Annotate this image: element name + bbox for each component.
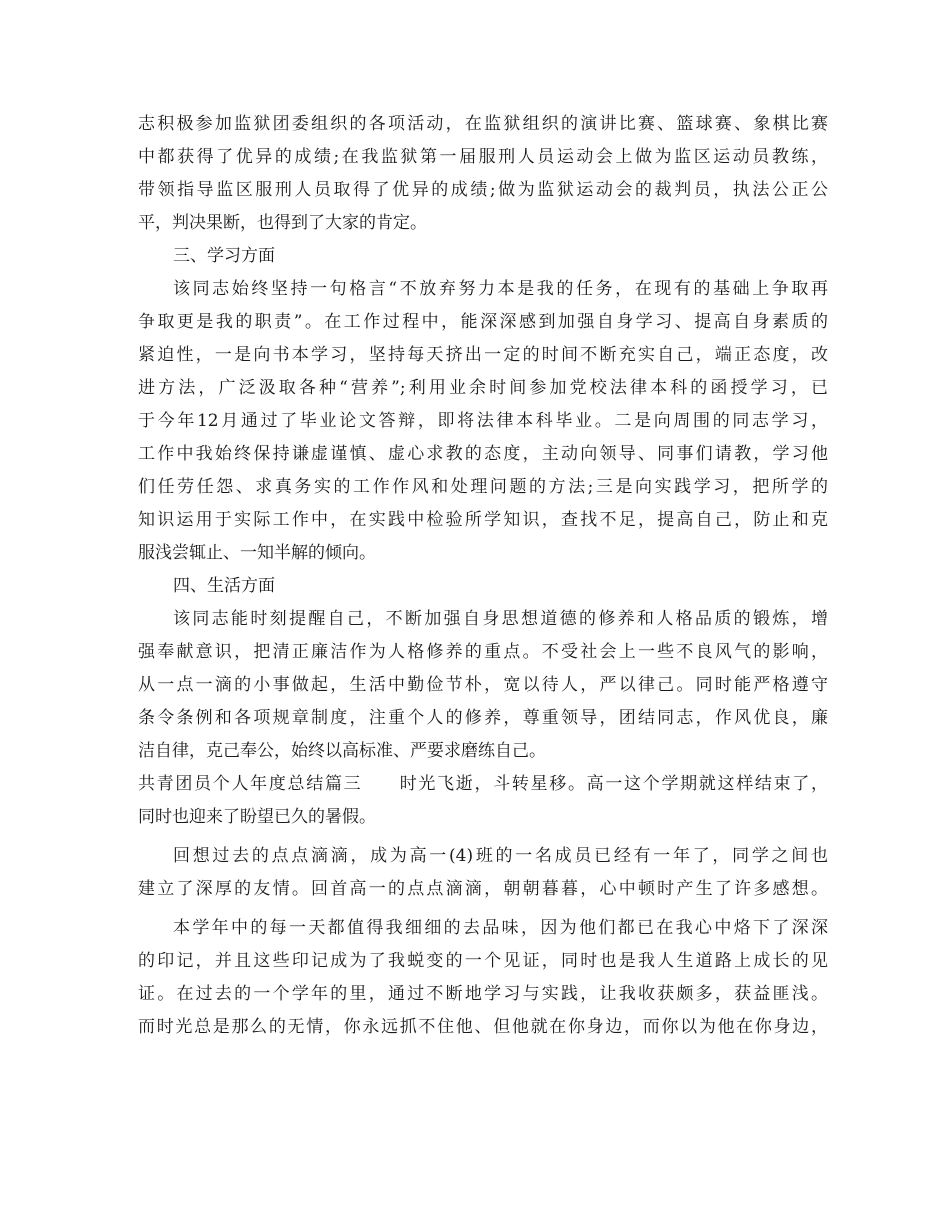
paragraph-line: 们任劳任怨、求真务实的工作作风和处理问题的方法;三是向实践学习，把所学的 bbox=[138, 477, 828, 497]
section-heading-study: 三、学习方面 bbox=[173, 246, 275, 266]
paragraph-line: 知识运用于实际工作中，在实践中检验所学知识，查找不足，提高自己，防止和克 bbox=[138, 510, 828, 530]
paragraph-line: 服浅尝辄止、一知半解的倾向。 bbox=[138, 543, 376, 563]
paragraph-line: 回想过去的点点滴滴，成为高一(4)班的一名成员已经有一年了，同学之间也 bbox=[173, 846, 828, 866]
paragraph-line: 进方法，广泛汲取各种“营养”;利用业余时间参加党校法律本科的函授学习，已 bbox=[138, 378, 828, 398]
paragraph-line: 紧迫性，一是向书本学习，坚持每天挤出一定的时间不断充实自己，端正态度，改 bbox=[138, 345, 828, 365]
paragraph-line: 工作中我始终保持谦虚谨慎、虚心求教的态度，主动向领导、同事们请教，学习他 bbox=[138, 444, 828, 464]
paragraph-line: 平，判决果断，也得到了大家的肯定。 bbox=[138, 213, 427, 233]
section-heading-life: 四、生活方面 bbox=[173, 576, 275, 596]
paragraph-line: 中都获得了优异的成绩;在我监狱第一届服刑人员运动会上做为监区运动员教练， bbox=[138, 147, 828, 167]
article-title-line: 共青团员个人年度总结篇三 时光飞逝，斗转星移。高一这个学期就这样结束了， bbox=[138, 774, 828, 794]
paragraph-line: 同时也迎来了盼望已久的暑假。 bbox=[138, 807, 376, 827]
paragraph-line: 该同志始终坚持一句格言“不放弃努力本是我的任务，在现有的基础上争取再 bbox=[173, 279, 828, 299]
paragraph-line: 条令条例和各项规章制度，注重个人的修养，尊重领导，团结同志，作风优良，廉 bbox=[138, 708, 828, 728]
paragraph-line: 而时光总是那么的无情，你永远抓不住他、但他就在你身边，而你以为他在你身边， bbox=[138, 1017, 828, 1037]
paragraph-line: 志积极参加监狱团委组织的各项活动，在监狱组织的演讲比赛、篮球赛、象棋比赛 bbox=[138, 114, 828, 134]
paragraph-line: 建立了深厚的友情。回首高一的点点滴滴，朝朝暮暮，心中顿时产生了许多感想。 bbox=[138, 879, 828, 899]
paragraph-line: 争取更是我的职责”。在工作过程中，能深深感到加强自身学习、提高自身素质的 bbox=[138, 312, 828, 332]
paragraph-line: 证。在过去的一个学年的里，通过不断地学习与实践，让我收获颇多，获益匪浅。 bbox=[138, 984, 828, 1004]
paragraph-line: 洁自律，克己奉公，始终以高标准、严要求磨练自己。 bbox=[138, 741, 546, 761]
paragraph-line: 于今年12月通过了毕业论文答辩，即将法律本科毕业。二是向周围的同志学习， bbox=[138, 411, 828, 431]
paragraph-line: 强奉献意识，把清正廉洁作为人格修养的重点。不受社会上一些不良风气的影响， bbox=[138, 642, 828, 662]
paragraph-line: 本学年中的每一天都值得我细细的去品味，因为他们都已在我心中烙下了深深 bbox=[173, 918, 828, 938]
paragraph-line: 从一点一滴的小事做起，生活中勤俭节朴，宽以待人，严以律己。同时能严格遵守 bbox=[138, 675, 828, 695]
paragraph-line: 带领指导监区服刑人员取得了优异的成绩;做为监狱运动会的裁判员，执法公正公 bbox=[138, 180, 828, 200]
document-body bbox=[138, 108, 828, 1044]
paragraph-line: 该同志能时刻提醒自己，不断加强自身思想道德的修养和人格品质的锻炼，增 bbox=[173, 609, 828, 629]
paragraph-line: 的印记，并且这些印记成为了我蜕变的一个见证，同时也是我人生道路上成长的见 bbox=[138, 951, 828, 971]
